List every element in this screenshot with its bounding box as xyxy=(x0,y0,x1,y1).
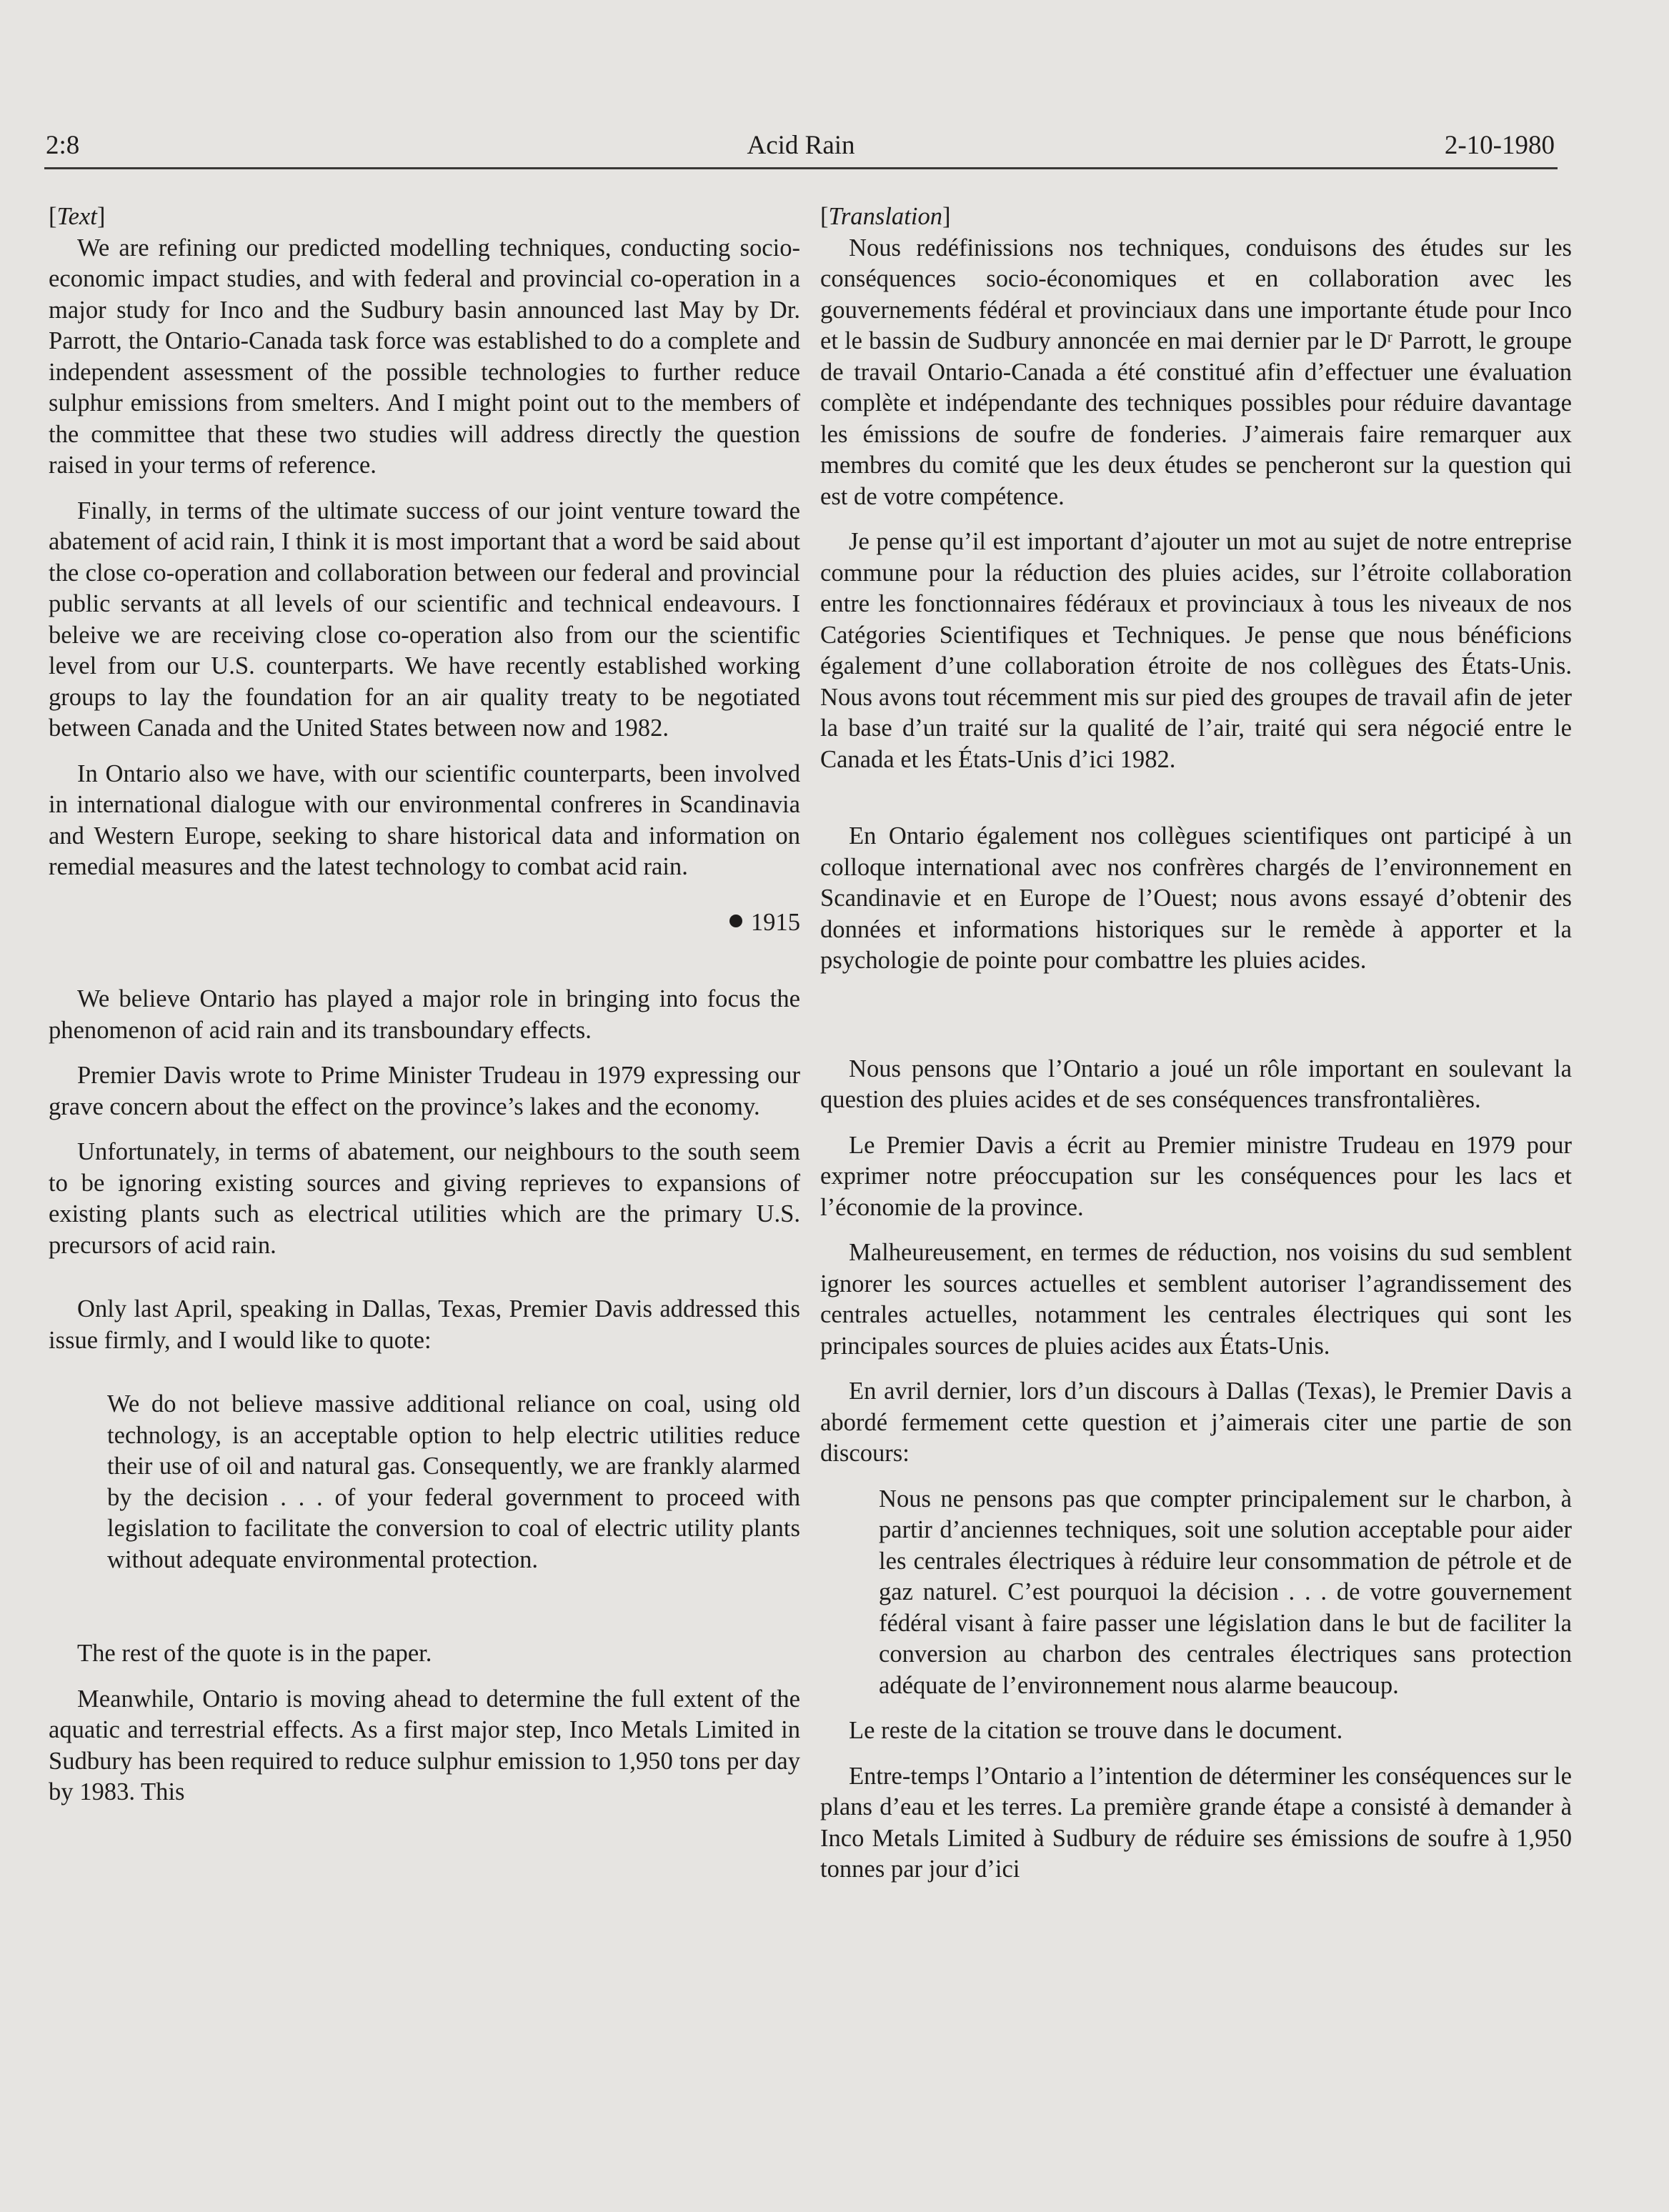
paragraph: Entre-temps l’Ontario a l’intention de déterminer les conséquences sur le plans d’eau et les terres. La première grande étape a consisté à demander à Inco Metals Limited à Sudbury de réduire ses émissions de soufre à 1,950 tonnes par jour d’ici xyxy=(820,1762,1572,1883)
paragraph: Nous redéfinissions nos techniques, conduisons des études sur les conséquences socio-économiques et en collaboration avec les gouvernements fédéral et provinciaux dans une importante étude pour Inco et le bassin de Sudbury annoncée en mai dernier par le Dʳ Parrott, le groupe de travail Ontario-Canada a été constitué afin d’effectuer une évaluation complète et indépendante des techniques possibles pour réduire davantage les émissions de soufre de fonderies. J’aimerais faire remarquer aux membres du comité que les deux études se pencheront sur la question qui est de votre compétence. xyxy=(820,234,1572,510)
english-column xyxy=(49,201,800,1808)
paragraph: Nous pensons que l’Ontario a joué un rôle important en soulevant la question des pluies acides et de ses conséquences transfrontalières. xyxy=(820,1055,1572,1113)
paragraph: Le Premier Davis a écrit au Premier ministre Trudeau en 1979 pour exprimer notre préoccupation sur les conséquences pour les lacs et l’économie de la province. xyxy=(820,1131,1572,1221)
paragraph: Only last April, speaking in Dallas, Texas, Premier Davis addressed this issue firmly, and I would like to quote: xyxy=(49,1295,800,1354)
paragraph: Unfortunately, in terms of abatement, our neighbours to the south seem to be ignoring existing sources and giving reprieves to expansions of existing plants such as electrical utilities which are the primary U.S. precursors of acid rain. xyxy=(49,1138,800,1259)
block-quote: We do not believe massive additional reliance on coal, using old technology, is an acceptable option to help electric utilities reduce their use of oil and natural gas. Consequently, we are frankly alarmed by the decision . . . of your federal government to proceed with legislation to facilitate the conversion to coal of electric utility plants without adequate environmental protection. xyxy=(107,1390,800,1573)
column-label: [Text] xyxy=(49,203,106,230)
paragraph: En avril dernier, lors d’un discours à Dallas (Texas), le Premier Davis a abordé fermement cette question et j’aimerais citer une partie de son discours: xyxy=(820,1377,1572,1467)
paragraph: Meanwhile, Ontario is moving ahead to determine the full extent of the aquatic and terrestrial effects. As a first major step, Inco Metals Limited in Sudbury has been required to reduce sulphur emission to 1,950 tons per day by 1983. This xyxy=(49,1685,800,1805)
paragraph: Le reste de la citation se trouve dans le document. xyxy=(849,1717,1343,1744)
paragraph: En Ontario également nos collègues scientifiques ont participé à un colloque international avec nos confrères chargés de l’environnement en Scandinavie et en Europe de l’Ouest; nous avons essayé d’obtenir des données et informations historiques sur le remède à apporter et la psychologie de pointe pour combattre les pluies acides. xyxy=(820,822,1572,974)
paragraph: We are refining our predicted modelling techniques, conducting socio-economic impact studies, and with federal and provincial co-operation in a major study for Inco and the Sudbury basin announced last May by Dr. Parrott, the Ontario-Canada task force was established to do a complete and independent assessment of the possible technologies to further reduce sulphur emissions from smelters. And I might point out to the members of the committee that these two studies will address directly the question raised in your terms of reference. xyxy=(49,234,800,479)
paragraph: We believe Ontario has played a major role in bringing into focus the phenomenon of acid rain and its transboundary effects. xyxy=(49,985,800,1044)
french-column xyxy=(820,201,1572,1885)
time-marker: 1915 xyxy=(49,907,800,939)
paragraph: Je pense qu’il est important d’ajouter un mot au sujet de notre entreprise commune pour la réduction des pluies acides, sur l’étroite collaboration entre les fonctionnaires fédéraux et provinciaux à tous les niveaux de nos Catégories Scientifiques et Techniques. Je pense que nous bénéficions également d’une collaboration étroite de nos collègues des États-Unis. Nous avons tout récemment mis sur pied des groupes de travail afin de jeter la base d’un traité sur la qualité de l’air, traité qui sera négocié entre le Canada et les États-Unis d’ici 1982. xyxy=(820,528,1572,773)
document-date: 2-10-1980 xyxy=(1444,131,1555,160)
paragraph: Premier Davis wrote to Prime Minister Trudeau in 1979 expressing our grave concern about the effect on the province’s lakes and the economy. xyxy=(49,1062,800,1120)
paragraph: In Ontario also we have, with our scientific counterparts, been involved in international dialogue with our environmental confreres in Scandinavia and Western Europe, seeking to share historical data and information on remedial measures and the latest technology to combat acid rain. xyxy=(49,759,800,880)
document-title: Acid Rain xyxy=(747,131,855,160)
paragraph: Finally, in terms of the ultimate success of our joint venture toward the abatement of acid rain, I think it is most important that a word be said about the close co-operation and collaboration between our federal and provincial public servants at all levels of our scientific and technical endeavours. I beleive we are receiving close co-operation also from our the scientific level from our U.S. counterparts. We have recently established working groups to lay the foundation for an air quality treaty to be negotiated between Canada and the United States between now and 1982. xyxy=(49,497,800,742)
bullet-icon xyxy=(729,915,742,927)
page-header xyxy=(44,127,1558,169)
paragraph: The rest of the quote is in the paper. xyxy=(77,1640,432,1667)
page-reference: 2:8 xyxy=(46,131,80,160)
paragraph: Malheureusement, en termes de réduction, nos voisins du sud semblent ignorer les sources actuelles et semblent autoriser l’agrandissement des centrales actuelles, notamment les centrales électriques qui sont les principales sources de pluies acides aux États-Unis. xyxy=(820,1239,1572,1360)
column-label: [Translation] xyxy=(820,203,951,230)
block-quote: Nous ne pensons pas que compter principalement sur le charbon, à partir d’anciennes techniques, soit une solution acceptable pour aider les centrales électriques à réduire leur consommation de pétrole et de gaz naturel. C’est pourquoi la décision . . . de votre gouvernement fédéral visant à faire passer une législation dans le but de faciliter la conversion au charbon des centrales électriques sans protection adéquate de l’environnement nous alarme beaucoup. xyxy=(879,1485,1572,1699)
